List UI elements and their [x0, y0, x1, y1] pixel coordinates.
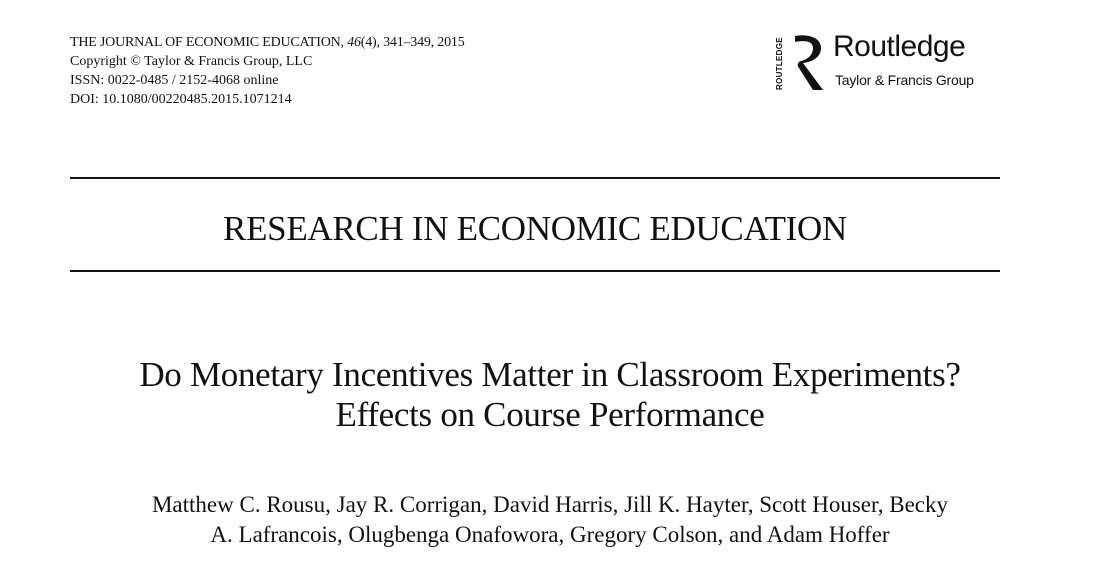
copyright-line: Copyright © Taylor & Francis Group, LLC: [70, 54, 313, 69]
article-title-line: Effects on Course Performance: [335, 395, 765, 434]
publisher-group: Taylor & Francis Group: [835, 72, 974, 88]
doi-line: DOI: 10.1080/00220485.2015.1071214: [70, 92, 292, 107]
article-title: [40, 355, 1060, 435]
section-rule-bottom: [70, 270, 1000, 272]
issn-line: ISSN: 0022-0485 / 2152-4068 online: [70, 73, 279, 88]
journal-volume: 46: [347, 35, 361, 50]
journal-metadata: [70, 33, 465, 109]
section-heading: RESEARCH IN ECONOMIC EDUCATION: [223, 209, 847, 248]
routledge-r-mark-icon: [791, 32, 827, 94]
authors-line: A. Lafrancois, Olugbenga Onafowora, Gregory Colson, and Adam Hoffer: [210, 522, 890, 547]
authors-line: Matthew C. Rousu, Jay R. Corrigan, David Harris, Jill K. Hayter, Scott Houser, Becky: [151, 492, 948, 517]
article-authors: [40, 490, 1060, 550]
routledge-logo: [775, 30, 1005, 94]
publisher-name: Routledge: [833, 30, 966, 63]
journal-name: THE JOURNAL OF ECONOMIC EDUCATION,: [70, 35, 348, 50]
section-rule-top: [70, 177, 1000, 179]
logo-vertical-text: ROUTLEDGE: [775, 37, 784, 91]
article-title-line: Do Monetary Incentives Matter in Classroom Experiments?: [139, 355, 961, 394]
journal-citation-line: [70, 33, 465, 52]
journal-issue-pages: (4), 341–349, 2015: [360, 35, 465, 50]
